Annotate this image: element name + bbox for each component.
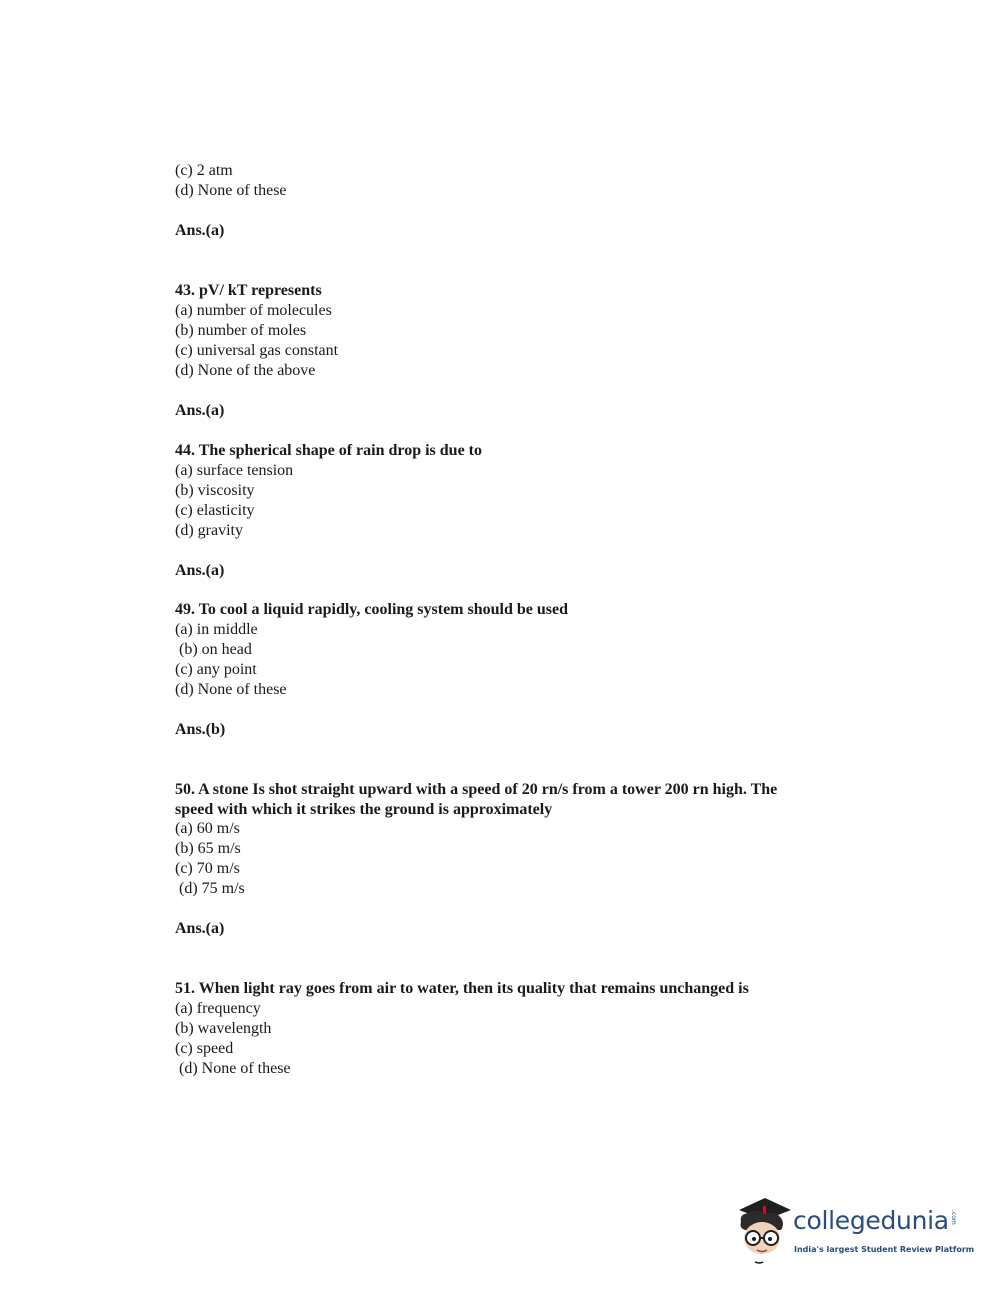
option-d: (d) gravity	[175, 522, 243, 539]
option-b: (b) 65 m/s	[175, 840, 241, 857]
option-d: (d) None of these	[175, 1060, 291, 1077]
logo-tagline: India's largest Student Review Platform	[794, 1245, 975, 1254]
option-c: (c) elasticity	[175, 502, 255, 519]
option-a: (a) surface tension	[175, 462, 294, 479]
answer: Ans.(a)	[175, 222, 225, 239]
option-d: (d) 75 m/s	[175, 880, 245, 897]
option-a: (a) number of molecules	[175, 302, 332, 319]
logo-com: .com	[950, 1210, 957, 1225]
question-50-line2: speed with which it strikes the ground is approximately	[175, 801, 553, 818]
logo-wordmark: collegedunia	[793, 1206, 949, 1235]
answer: Ans.(a)	[175, 562, 225, 579]
option-b: (b) number of moles	[175, 322, 307, 339]
option-a: (a) frequency	[175, 1000, 261, 1017]
question-43: 43. pV/ kT represents	[175, 282, 322, 299]
option-c: (c) any point	[175, 661, 257, 678]
mascot-icon	[735, 1196, 795, 1268]
question-51: 51. When light ray goes from air to water, then its quality that remains unchanged is	[175, 980, 749, 997]
option-b: (b) wavelength	[175, 1020, 272, 1037]
question-44: 44. The spherical shape of rain drop is due to	[175, 442, 483, 459]
answer: Ans.(a)	[175, 402, 225, 419]
option-a: (a) in middle	[175, 621, 258, 638]
option-c: (c) speed	[175, 1040, 234, 1057]
question-49: 49. To cool a liquid rapidly, cooling system should be used	[175, 601, 568, 618]
option-a: (a) 60 m/s	[175, 820, 240, 837]
collegedunia-logo	[735, 1196, 975, 1268]
option-c: (c) 2 atm	[175, 162, 233, 179]
question-50-line1: 50. A stone Is shot straight upward with a speed of 20 rn/s from a tower 200 rn high. The	[175, 781, 778, 798]
answer: Ans.(a)	[175, 920, 225, 937]
option-c: (c) universal gas constant	[175, 342, 339, 359]
option-d: (d) None of these	[175, 681, 287, 698]
option-b: (b) viscosity	[175, 482, 255, 499]
option-d: (d) None of these	[175, 182, 287, 199]
option-b: (b) on head	[175, 641, 252, 658]
option-d: (d) None of the above	[175, 362, 316, 379]
option-c: (c) 70 m/s	[175, 860, 240, 877]
answer: Ans.(b)	[175, 721, 226, 738]
